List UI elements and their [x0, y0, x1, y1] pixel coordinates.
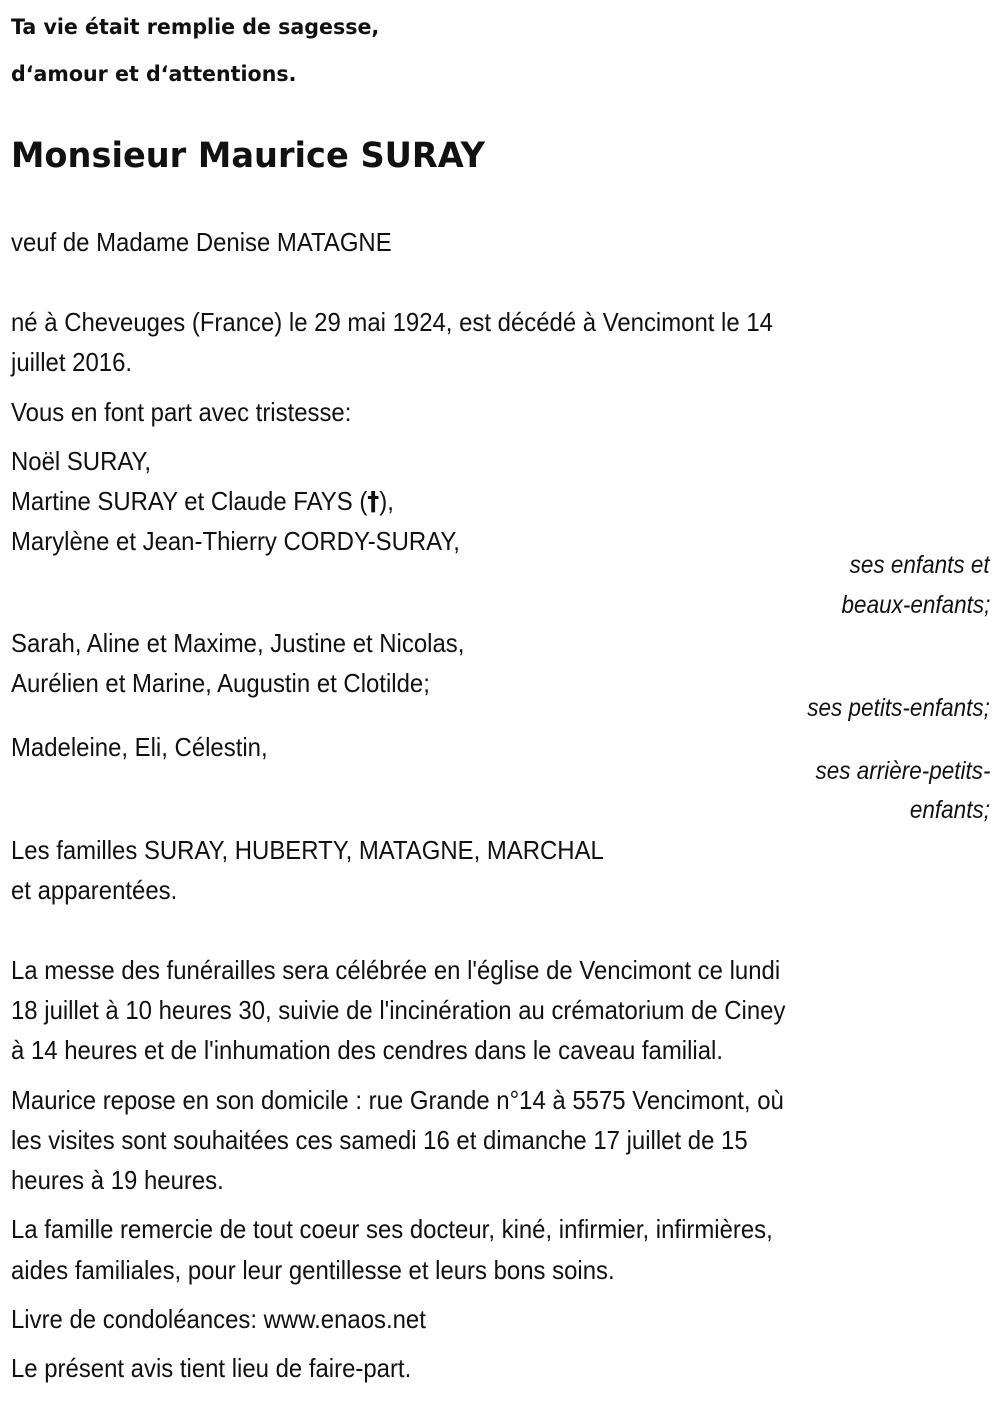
deceased-name-title: Monsieur Maurice SURAY — [11, 136, 485, 176]
great-grandchildren-role-line-1: ses arrière-petits- — [814, 757, 990, 785]
motto-line-1: Ta vie était remplie de sagesse, — [11, 15, 380, 39]
dagger-icon: † — [367, 487, 380, 517]
children-line-2-suffix: ), — [379, 486, 394, 516]
families-line-2: et apparentées. — [11, 875, 178, 905]
funeral-line-1: La messe des funérailles sera célébrée en l'église de Vencimont ce lundi — [11, 955, 781, 985]
grandchildren-line-2: Aurélien et Marine, Augustin et Clotilde; — [11, 668, 430, 698]
visitation-line-1: Maurice repose en son domicile : rue Grande n°14 à 5575 Vencimont, où — [11, 1085, 784, 1115]
children-role-line-2: beaux-enfants; — [841, 591, 990, 619]
thanks-line-2: aides familiales, pour leur gentillesse et leurs bons soins. — [11, 1255, 615, 1285]
funeral-line-2: 18 juillet à 10 heures 30, suivie de l'incinération au crématorium de Ciney — [11, 995, 786, 1025]
great-grandchildren-role-line-2: enfants; — [909, 796, 990, 824]
spouse-line: veuf de Madame Denise MATAGNE — [11, 227, 392, 257]
families-line-1: Les familles SURAY, HUBERTY, MATAGNE, MARCHAL — [11, 835, 604, 865]
birth-death-line-1: né à Cheveuges (France) le 29 mai 1924, est décédé à Vencimont le 14 — [11, 307, 773, 337]
grandchildren-role: ses petits-enfants; — [807, 694, 990, 722]
announcement-intro: Vous en font part avec tristesse: — [11, 397, 352, 427]
children-line-3: Marylène et Jean-Thierry CORDY-SURAY, — [11, 526, 460, 556]
visitation-line-2: les visites sont souhaitées ces samedi 16 et dimanche 17 juillet de 15 — [11, 1125, 748, 1155]
closing-line: Le présent avis tient lieu de faire-part. — [11, 1353, 412, 1383]
great-grandchildren-line-1: Madeleine, Eli, Célestin, — [11, 732, 268, 762]
thanks-line-1: La famille remercie de tout coeur ses docteur, kiné, infirmier, infirmières, — [11, 1214, 773, 1244]
condolences-link[interactable]: www.enaos.net — [263, 1304, 426, 1334]
children-line-1: Noël SURAY, — [11, 446, 152, 476]
children-role-line-1: ses enfants et — [849, 551, 990, 579]
visitation-line-3: heures à 19 heures. — [11, 1165, 224, 1195]
condolences-line — [11, 1299, 426, 1339]
birth-death-line-2: juillet 2016. — [11, 347, 133, 377]
children-line-2 — [11, 481, 394, 522]
funeral-line-3: à 14 heures et de l'inhumation des cendres dans le caveau familial. — [11, 1035, 723, 1065]
condolences-label: Livre de condoléances: — [11, 1304, 264, 1334]
grandchildren-line-1: Sarah, Aline et Maxime, Justine et Nicolas, — [11, 628, 465, 658]
motto-line-2: d‘amour et d‘attentions. — [11, 62, 297, 86]
children-line-2-text: Martine SURAY et Claude FAYS ( — [11, 486, 368, 516]
